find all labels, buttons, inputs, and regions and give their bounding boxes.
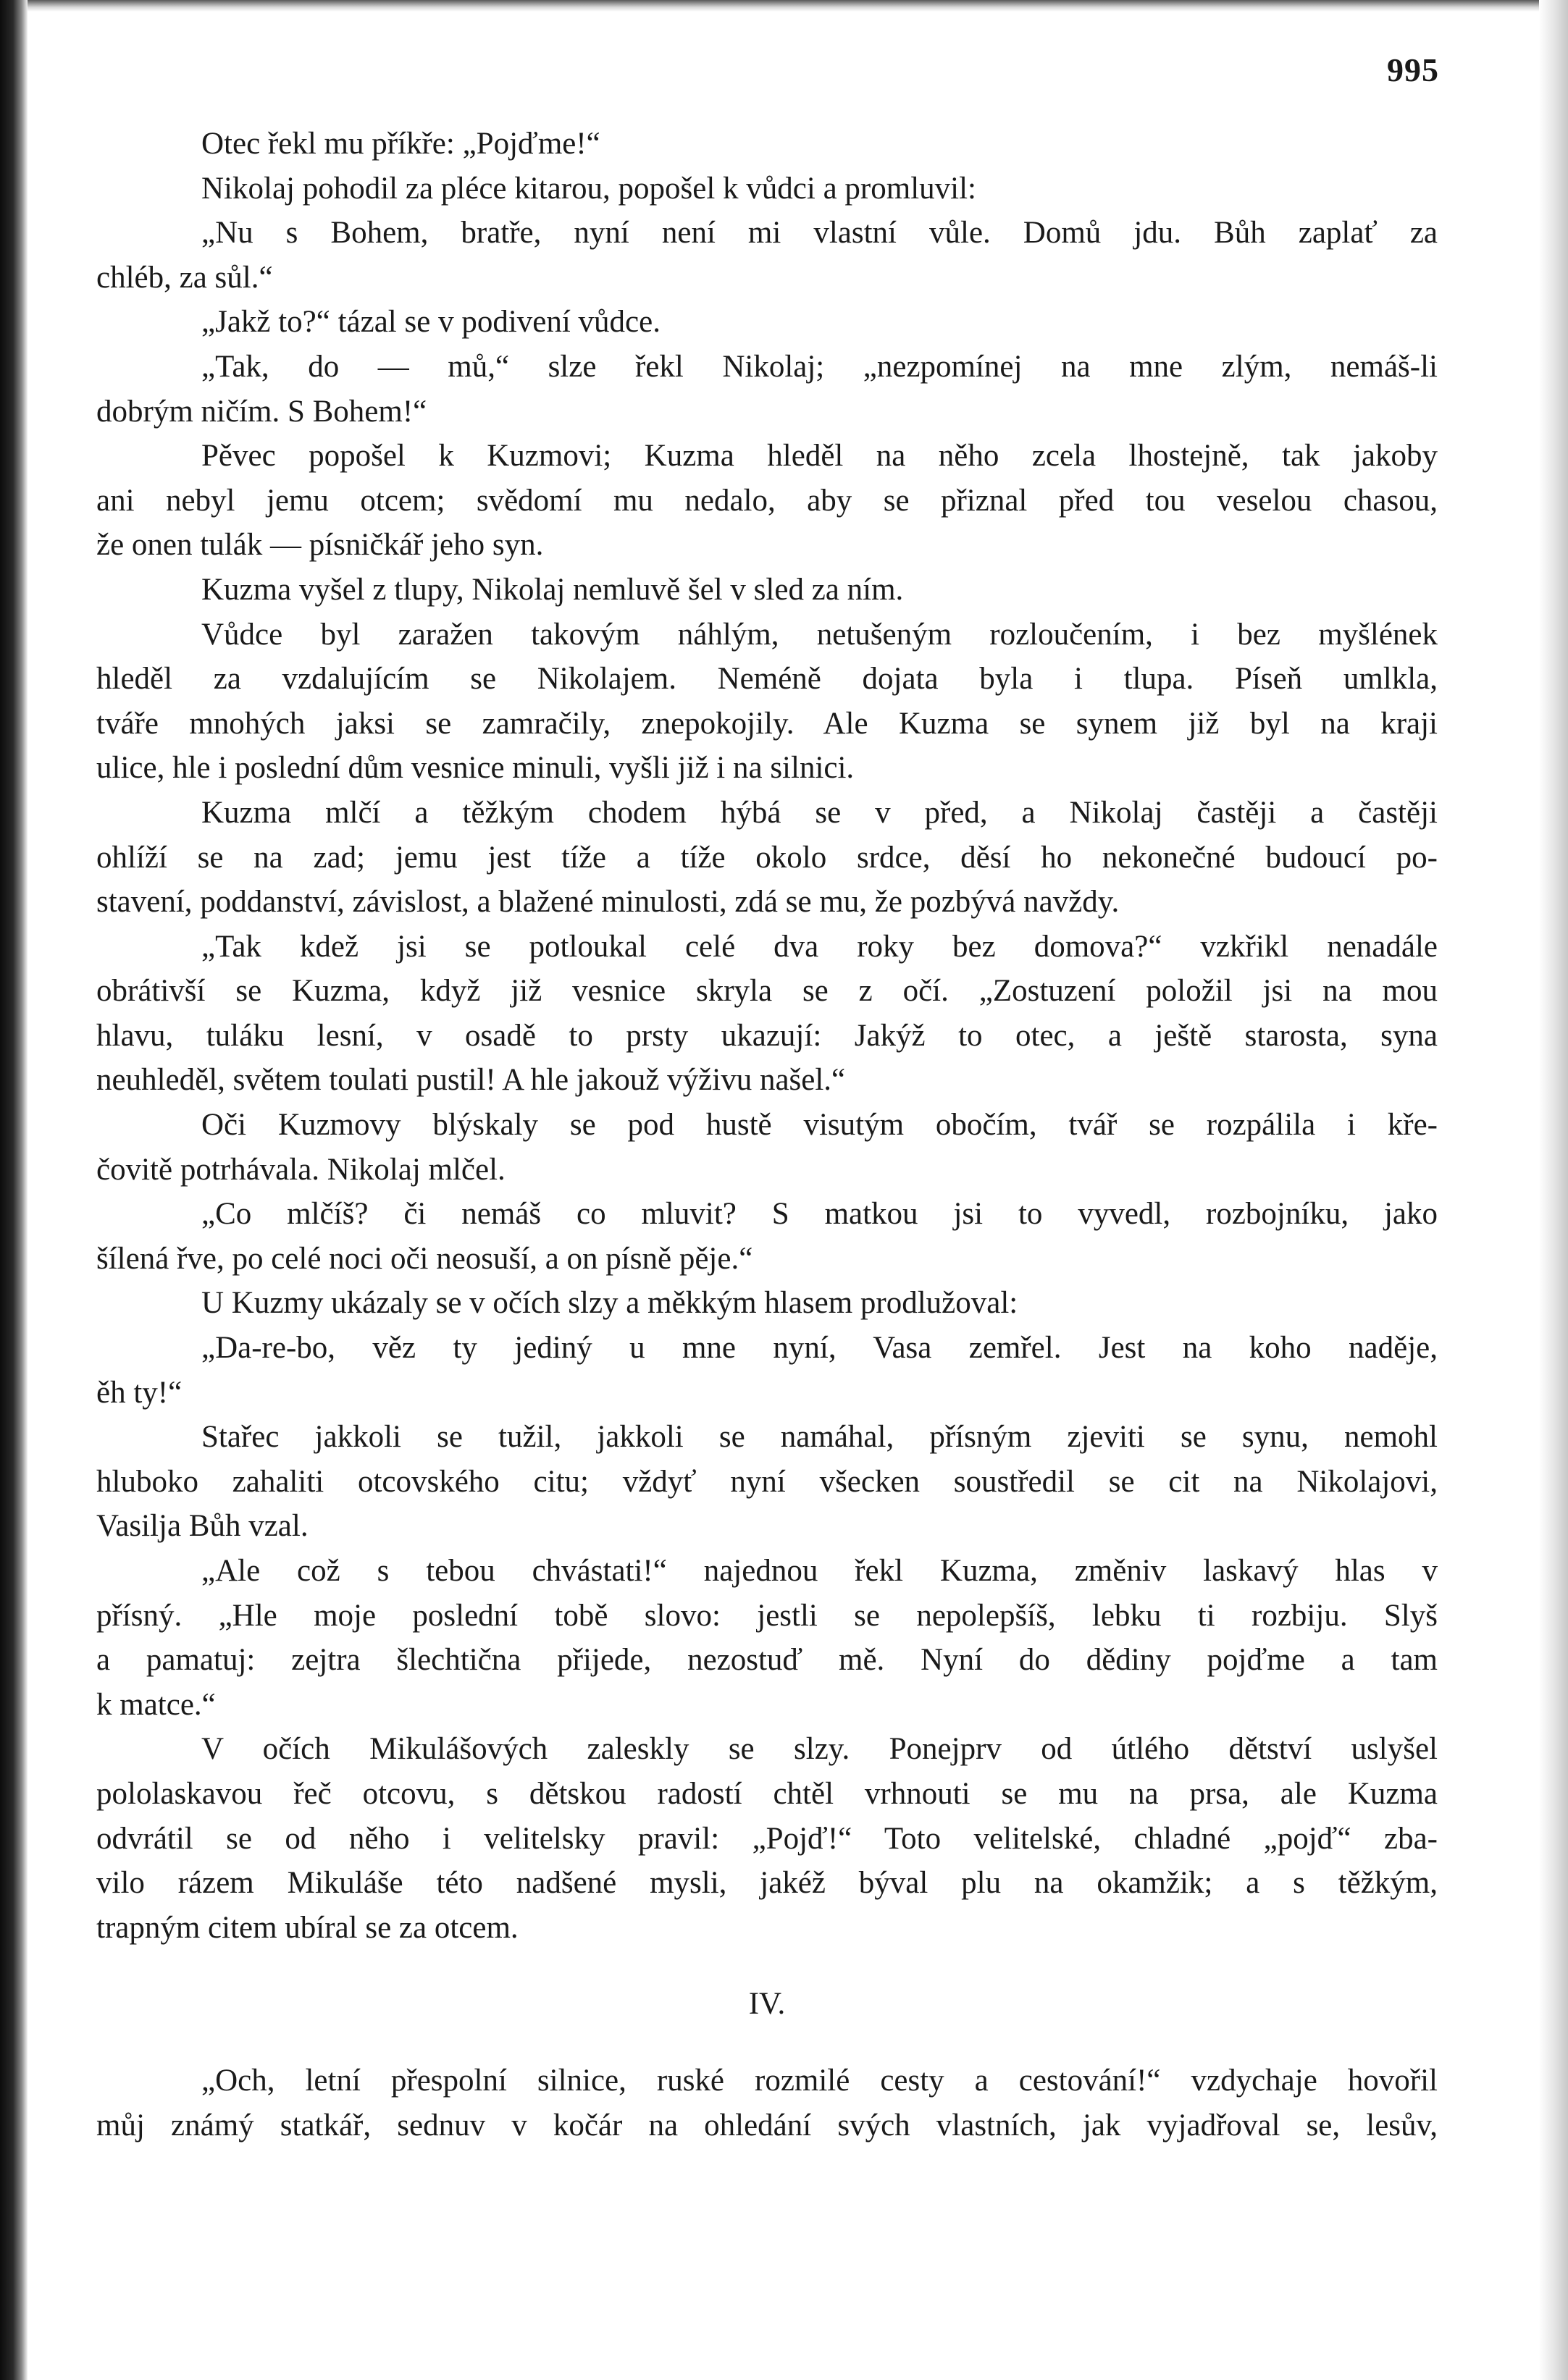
text-line: dobrým ničím. S Bohem!“ [96,394,427,429]
scan-edge-left [0,0,28,2380]
text-line: ani nebyl jemu otcem; svědomí mu nedalo, aby se přiznal před tou veselou chasou, [96,483,1438,518]
text-line: „Jakž to?“ tázal se v podivení vůdce. [201,305,661,340]
text-line: „Nu s Bohem, bratře, nyní není mi vlastní vůle. Domů jdu. Bůh zaplať za [201,216,1438,251]
text-line: tváře mnohých jaksi se zamračily, znepokojily. Ale Kuzma se synem již byl na kraji [96,706,1438,741]
text-line: ulice, hle i poslední dům vesnice minuli, vyšli již i na silnici. [96,751,855,786]
text-line: „Tak kdež jsi se potloukal celé dva roky bez domova?“ vzkřikl nenadále [201,929,1438,964]
text-line: Kuzma vyšel z tlupy, Nikolaj nemluvě šel v sled za ním. [201,572,904,607]
text-line: Pěvec popošel k Kuzmovi; Kuzma hleděl na něho zcela lhostejně, tak jakoby [201,439,1438,474]
body-text [96,122,1438,2148]
text-line: „Da-re-bo, věz ty jediný u mne nyní, Vasa zemřel. Jest na koho naděje, [201,1331,1438,1366]
text-line: obrátivší se Kuzma, když již vesnice skryla se z očí. „Zostuzení položil jsi na mou [96,974,1438,1009]
text-line: chléb, za sůl.“ [96,260,273,295]
section-heading: IV. [748,1987,786,2022]
text-line: Otec řekl mu příkře: „Pojďme!“ [201,127,600,161]
text-line: Stařec jakkoli se tužil, jakkoli se namáhal, přísným zjeviti se synu, nemohl [201,1420,1438,1455]
text-line: pololaskavou řeč otcovu, s dětskou radostí chtěl vrhnouti se mu na prsa, ale Kuzma [96,1776,1438,1811]
text-line: „Ale což s tebou chvástati!“ najednou řekl Kuzma, změniv laskavý hlas v [201,1554,1438,1588]
text-line: „Co mlčíš? či nemáš co mluvit? S matkou jsi to vyvedl, rozbojníku, jako [201,1197,1438,1232]
text-line: ěh ty!“ [96,1375,183,1410]
text-line: trapným citem ubíral se za otcem. [96,1910,519,1945]
text-line: hlavu, tuláku lesní, v osadě to prsty ukazují: Jakýž to otec, a ještě starosta, syna [96,1018,1438,1053]
text-line: vilo rázem Mikuláše této nadšené mysli, jakéž býval plu na okamžik; a s těžkým, [96,1866,1438,1901]
text-line: Vůdce byl zaražen takovým náhlým, netušeným rozloučením, i bez myšlének [201,617,1438,652]
text-line: k matce.“ [96,1687,216,1722]
text-line: že onen tulák — písničkář jeho syn. [96,528,544,563]
text-line: U Kuzmy ukázaly se v očích slzy a měkkým hlasem prodlužoval: [201,1286,1018,1321]
page-number: 995 [1387,51,1439,88]
text-line: hleděl za vzdalujícím se Nikolajem. Neméně dojata byla i tlupa. Píseň umlkla, [96,662,1438,697]
text-line: Oči Kuzmovy blýskaly se pod hustě visutým obočím, tvář se rozpálila i kře- [201,1108,1438,1143]
text-line: Vasilja Bůh vzal. [96,1509,309,1544]
text-line: a pamatuj: zejtra šlechtična přijede, nezostuď mě. Nyní do dědiny pojďme a tam [96,1643,1438,1678]
text-line: Kuzma mlčí a těžkým chodem hýbá se v před, a Nikolaj častěji a častěji [201,795,1438,830]
text-line: ohlíží se na zad; jemu jest tíže a tíže okolo srdce, děsí ho nekonečné budoucí po- [96,840,1438,875]
text-line: V očích Mikulášových zaleskly se slzy. Ponejprv od útlého dětství uslyšel [201,1732,1438,1767]
text-line: odvrátil se od něho i velitelsky pravil: „Pojď!“ Toto velitelské, chladné „pojď“ zba- [96,1821,1438,1856]
scan-edge-top [0,0,1568,12]
text-line: „Tak, do — mů,“ slze řekl Nikolaj; „nezpomínej na mne zlým, nemáš-li [201,349,1438,384]
text-line: neuhleděl, světem toulati pustil! A hle jakouž výživu našel.“ [96,1063,846,1098]
text-line: stavení, poddanství, závislost, a blažené minulosti, zdá se mu, že pozbývá navždy. [96,885,1120,920]
text-line: Nikolaj pohodil za pléce kitarou, popošel k vůdci a promluvil: [201,171,976,206]
text-line: hluboko zahaliti otcovského citu; vždyť nyní všecken soustředil se cit na Nikolajovi, [96,1464,1438,1499]
text-line: čovitě potrhávala. Nikolaj mlčel. [96,1152,506,1187]
scan-edge-right [1539,0,1568,2380]
text-line: šílená řve, po celé noci oči neosuší, a on písně pěje.“ [96,1241,753,1276]
text-line: „Och, letní přespolní silnice, ruské rozmilé cesty a cestování!“ vzdychaje hovořil [201,2063,1438,2098]
text-line: přísný. „Hle moje poslední tobě slovo: jestli se nepolepšíš, lebku ti rozbiju. Slyš [96,1598,1438,1633]
text-line: můj známý statkář, sednuv v kočár na ohledání svých vlastních, jak vyjadřoval se, lesův, [96,2108,1438,2143]
